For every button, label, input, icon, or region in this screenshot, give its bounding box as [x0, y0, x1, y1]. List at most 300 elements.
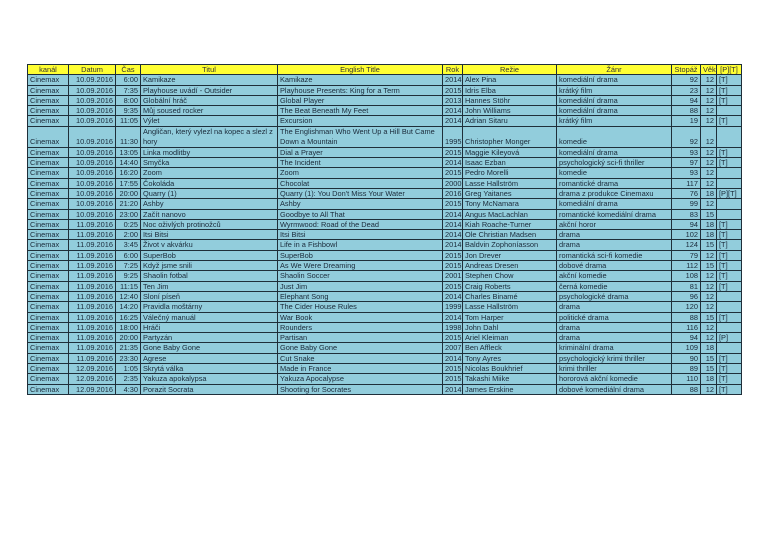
- cell-runtime: 108: [672, 271, 701, 281]
- cell-time: 13:05: [116, 147, 141, 157]
- cell-year: 2014: [443, 312, 463, 322]
- table-row: [28, 271, 742, 281]
- table-row: [28, 126, 742, 147]
- cell-genre: romantické komediální drama: [557, 209, 672, 219]
- cell-director: Stephen Chow: [463, 271, 557, 281]
- table-row: [28, 199, 742, 209]
- cell-flags: [717, 322, 742, 332]
- cell-genre: krimi thriller: [557, 364, 672, 374]
- cell-age-rating: 12: [701, 281, 717, 291]
- cell-genre: komediální drama: [557, 199, 672, 209]
- cell-channel: Cinemax: [28, 374, 69, 384]
- cell-flags: [T]: [717, 374, 742, 384]
- cell-time: 0:25: [116, 219, 141, 229]
- cell-runtime: 81: [672, 281, 701, 291]
- cell-channel: Cinemax: [28, 168, 69, 178]
- cell-date: 10.09.2016: [69, 106, 116, 116]
- cell-director: Tom Harper: [463, 312, 557, 322]
- cell-title: Začít nanovo: [141, 209, 278, 219]
- cell-runtime: 92: [672, 126, 701, 147]
- cell-age-rating: 15: [701, 364, 717, 374]
- cell-time: 11:05: [116, 116, 141, 126]
- cell-year: 2014: [443, 219, 463, 229]
- cell-flags: [T]: [717, 75, 742, 85]
- cell-runtime: 117: [672, 178, 701, 188]
- cell-flags: [T]: [717, 85, 742, 95]
- cell-time: 2:35: [116, 374, 141, 384]
- cell-date: 11.09.2016: [69, 230, 116, 240]
- cell-title: Shaolin fotbal: [141, 271, 278, 281]
- cell-date: 11.09.2016: [69, 312, 116, 322]
- table-row: [28, 230, 742, 240]
- cell-channel: Cinemax: [28, 75, 69, 85]
- cell-runtime: 76: [672, 188, 701, 198]
- cell-year: 1995: [443, 126, 463, 147]
- cell-age-rating: 12: [701, 168, 717, 178]
- column-header-channel: kanál: [28, 65, 69, 75]
- column-header-genre: Žánr: [557, 65, 672, 75]
- cell-age-rating: 15: [701, 209, 717, 219]
- cell-english-title: Excursion: [278, 116, 443, 126]
- table-row: [28, 312, 742, 322]
- cell-time: 23:30: [116, 353, 141, 363]
- cell-time: 2:00: [116, 230, 141, 240]
- cell-title: Pravidla moštárny: [141, 302, 278, 312]
- cell-channel: Cinemax: [28, 322, 69, 332]
- cell-english-title: Yakuza Apocalypse: [278, 374, 443, 384]
- cell-title: Válečný manuál: [141, 312, 278, 322]
- cell-date: 11.09.2016: [69, 219, 116, 229]
- column-header-age-rating: Věk: [701, 65, 717, 75]
- cell-runtime: 94: [672, 95, 701, 105]
- cell-runtime: 120: [672, 302, 701, 312]
- cell-english-title: Elephant Song: [278, 291, 443, 301]
- column-header-runtime: Stopáž: [672, 65, 701, 75]
- cell-date: 10.09.2016: [69, 158, 116, 168]
- cell-director: Baldvin Zophoníasson: [463, 240, 557, 250]
- cell-time: 9:25: [116, 271, 141, 281]
- cell-title: Angličan, který vylezl na kopec a slezl z hory: [141, 126, 278, 147]
- cell-flags: [717, 178, 742, 188]
- cell-english-title: Dial a Prayer: [278, 147, 443, 157]
- cell-channel: Cinemax: [28, 147, 69, 157]
- cell-date: 10.09.2016: [69, 75, 116, 85]
- cell-genre: komedie: [557, 168, 672, 178]
- cell-date: 12.09.2016: [69, 374, 116, 384]
- cell-date: 11.09.2016: [69, 291, 116, 301]
- cell-flags: [P]: [717, 333, 742, 343]
- cell-director: John Dahl: [463, 322, 557, 332]
- cell-date: 12.09.2016: [69, 384, 116, 394]
- table-row: [28, 219, 742, 229]
- cell-date: 10.09.2016: [69, 188, 116, 198]
- cell-year: 2016: [443, 188, 463, 198]
- cell-age-rating: 12: [701, 291, 717, 301]
- cell-genre: dobové drama: [557, 261, 672, 271]
- cell-runtime: 110: [672, 374, 701, 384]
- cell-english-title: The Cider House Rules: [278, 302, 443, 312]
- cell-title: SuperBob: [141, 250, 278, 260]
- cell-time: 11:15: [116, 281, 141, 291]
- cell-date: 11.09.2016: [69, 333, 116, 343]
- cell-title: Čokoláda: [141, 178, 278, 188]
- cell-date: 10.09.2016: [69, 126, 116, 147]
- cell-age-rating: 12: [701, 147, 717, 157]
- cell-title: Výlet: [141, 116, 278, 126]
- cell-time: 20:00: [116, 333, 141, 343]
- cell-date: 10.09.2016: [69, 147, 116, 157]
- cell-channel: Cinemax: [28, 240, 69, 250]
- cell-channel: Cinemax: [28, 188, 69, 198]
- cell-year: 2014: [443, 240, 463, 250]
- cell-director: Lasse Hallström: [463, 302, 557, 312]
- cell-runtime: 88: [672, 384, 701, 394]
- cell-date: 10.09.2016: [69, 95, 116, 105]
- cell-genre: akční horor: [557, 219, 672, 229]
- cell-channel: Cinemax: [28, 219, 69, 229]
- cell-runtime: 19: [672, 116, 701, 126]
- table-row: [28, 261, 742, 271]
- cell-english-title: Made in France: [278, 364, 443, 374]
- cell-director: Nicolas Boukhrief: [463, 364, 557, 374]
- cell-age-rating: 12: [701, 95, 717, 105]
- cell-year: 2014: [443, 106, 463, 116]
- column-header-date: Datum: [69, 65, 116, 75]
- cell-director: Christopher Monger: [463, 126, 557, 147]
- cell-channel: Cinemax: [28, 261, 69, 271]
- table-row: [28, 343, 742, 353]
- cell-year: 1999: [443, 302, 463, 312]
- cell-channel: Cinemax: [28, 302, 69, 312]
- table-row: [28, 178, 742, 188]
- cell-director: Jon Drever: [463, 250, 557, 260]
- cell-date: 11.09.2016: [69, 353, 116, 363]
- cell-director: Angus MacLachlan: [463, 209, 557, 219]
- cell-genre: psychologické drama: [557, 291, 672, 301]
- cell-channel: Cinemax: [28, 106, 69, 116]
- cell-title: Zoom: [141, 168, 278, 178]
- cell-genre: drama z produkce Cinemaxu: [557, 188, 672, 198]
- cell-flags: [717, 106, 742, 116]
- cell-english-title: Quarry (1): You Don't Miss Your Water: [278, 188, 443, 198]
- cell-director: Idris Elba: [463, 85, 557, 95]
- cell-time: 3:45: [116, 240, 141, 250]
- table-row: [28, 322, 742, 332]
- cell-runtime: 102: [672, 230, 701, 240]
- table-row: [28, 374, 742, 384]
- cell-age-rating: 12: [701, 271, 717, 281]
- cell-english-title: Itsi Bitsi: [278, 230, 443, 240]
- cell-english-title: Goodbye to All That: [278, 209, 443, 219]
- cell-flags: [T]: [717, 250, 742, 260]
- cell-year: 1998: [443, 322, 463, 332]
- cell-age-rating: 12: [701, 178, 717, 188]
- table-row: [28, 188, 742, 198]
- cell-title: Kamikaze: [141, 75, 278, 85]
- cell-time: 16:20: [116, 168, 141, 178]
- cell-english-title: Kamikaze: [278, 75, 443, 85]
- cell-time: 6:00: [116, 250, 141, 260]
- cell-flags: [T]: [717, 384, 742, 394]
- cell-time: 11:30: [116, 126, 141, 147]
- cell-title: Život v akvárku: [141, 240, 278, 250]
- cell-genre: psychologický sci-fi thriller: [557, 158, 672, 168]
- cell-date: 10.09.2016: [69, 199, 116, 209]
- table-row: [28, 147, 742, 157]
- cell-genre: komediální drama: [557, 106, 672, 116]
- cell-genre: drama: [557, 302, 672, 312]
- cell-year: 2015: [443, 333, 463, 343]
- table-row: [28, 95, 742, 105]
- cell-date: 11.09.2016: [69, 250, 116, 260]
- cell-runtime: 93: [672, 147, 701, 157]
- cell-year: 2014: [443, 116, 463, 126]
- cell-time: 23:00: [116, 209, 141, 219]
- cell-director: Alex Pina: [463, 75, 557, 85]
- cell-time: 14:40: [116, 158, 141, 168]
- cell-date: 10.09.2016: [69, 178, 116, 188]
- cell-year: 2014: [443, 384, 463, 394]
- cell-date: 10.09.2016: [69, 116, 116, 126]
- cell-genre: krátký film: [557, 116, 672, 126]
- cell-age-rating: 12: [701, 75, 717, 85]
- cell-runtime: 99: [672, 199, 701, 209]
- table-row: [28, 281, 742, 291]
- cell-genre: komedie: [557, 126, 672, 147]
- cell-flags: [T]: [717, 230, 742, 240]
- cell-channel: Cinemax: [28, 333, 69, 343]
- table-row: [28, 291, 742, 301]
- cell-time: 12:40: [116, 291, 141, 301]
- cell-age-rating: 18: [701, 374, 717, 384]
- cell-english-title: Global Player: [278, 95, 443, 105]
- cell-flags: [717, 126, 742, 147]
- cell-runtime: 124: [672, 240, 701, 250]
- cell-english-title: The Incident: [278, 158, 443, 168]
- cell-flags: [717, 168, 742, 178]
- cell-flags: [T]: [717, 312, 742, 322]
- cell-age-rating: 12: [701, 302, 717, 312]
- cell-time: 21:35: [116, 343, 141, 353]
- cell-title: Můj soused rocker: [141, 106, 278, 116]
- cell-director: Isaac Ezban: [463, 158, 557, 168]
- table-row: [28, 85, 742, 95]
- cell-date: 11.09.2016: [69, 261, 116, 271]
- column-header-year: Rok: [443, 65, 463, 75]
- cell-title: Noc oživlých protinožců: [141, 219, 278, 229]
- cell-time: 8:00: [116, 95, 141, 105]
- cell-channel: Cinemax: [28, 95, 69, 105]
- cell-year: 2014: [443, 158, 463, 168]
- cell-year: 2007: [443, 343, 463, 353]
- cell-date: 11.09.2016: [69, 240, 116, 250]
- cell-director: Charles Binamé: [463, 291, 557, 301]
- cell-age-rating: 12: [701, 333, 717, 343]
- cell-age-rating: 12: [701, 116, 717, 126]
- cell-channel: Cinemax: [28, 343, 69, 353]
- cell-flags: [T]: [717, 271, 742, 281]
- cell-flags: [717, 291, 742, 301]
- cell-flags: [T]: [717, 281, 742, 291]
- cell-time: 4:30: [116, 384, 141, 394]
- cell-flags: [717, 199, 742, 209]
- cell-time: 18:00: [116, 322, 141, 332]
- cell-genre: komediální drama: [557, 75, 672, 85]
- cell-channel: Cinemax: [28, 291, 69, 301]
- cell-age-rating: 12: [701, 106, 717, 116]
- cell-flags: [717, 302, 742, 312]
- cell-title: Ashby: [141, 199, 278, 209]
- cell-title: Sloní píseň: [141, 291, 278, 301]
- cell-channel: Cinemax: [28, 271, 69, 281]
- cell-flags: [T]: [717, 95, 742, 105]
- cell-genre: komediální drama: [557, 95, 672, 105]
- cell-director: Andreas Dresen: [463, 261, 557, 271]
- cell-date: 11.09.2016: [69, 281, 116, 291]
- cell-time: 6:00: [116, 75, 141, 85]
- cell-year: 2014: [443, 230, 463, 240]
- cell-title: Quarry (1): [141, 188, 278, 198]
- cell-runtime: 97: [672, 158, 701, 168]
- cell-channel: Cinemax: [28, 126, 69, 147]
- cell-flags: [T]: [717, 147, 742, 157]
- table-row: [28, 364, 742, 374]
- cell-director: Lasse Hallström: [463, 178, 557, 188]
- table-row: [28, 333, 742, 343]
- cell-date: 11.09.2016: [69, 271, 116, 281]
- cell-english-title: Ashby: [278, 199, 443, 209]
- cell-flags: [T]: [717, 261, 742, 271]
- cell-year: 2015: [443, 261, 463, 271]
- cell-director: Craig Roberts: [463, 281, 557, 291]
- cell-english-title: Life in a Fishbowl: [278, 240, 443, 250]
- cell-year: 2000: [443, 178, 463, 188]
- cell-time: 7:25: [116, 261, 141, 271]
- cell-age-rating: 12: [701, 158, 717, 168]
- table-row: [28, 158, 742, 168]
- cell-channel: Cinemax: [28, 364, 69, 374]
- cell-runtime: 116: [672, 322, 701, 332]
- cell-channel: Cinemax: [28, 230, 69, 240]
- cell-director: Takashi Miike: [463, 374, 557, 384]
- table-row: [28, 106, 742, 116]
- cell-runtime: 93: [672, 168, 701, 178]
- header-row: [28, 65, 742, 75]
- cell-director: Greg Yaitanes: [463, 188, 557, 198]
- cell-title: Porazit Socrata: [141, 384, 278, 394]
- cell-runtime: 23: [672, 85, 701, 95]
- cell-age-rating: 12: [701, 199, 717, 209]
- table-row: [28, 353, 742, 363]
- cell-title: Globální hráč: [141, 95, 278, 105]
- cell-flags: [717, 343, 742, 353]
- cell-channel: Cinemax: [28, 199, 69, 209]
- cell-director: Ben Affleck: [463, 343, 557, 353]
- cell-english-title: Partisan: [278, 333, 443, 343]
- cell-channel: Cinemax: [28, 384, 69, 394]
- cell-channel: Cinemax: [28, 312, 69, 322]
- column-header-title: Titul: [141, 65, 278, 75]
- cell-time: 16:25: [116, 312, 141, 322]
- cell-flags: [T]: [717, 158, 742, 168]
- cell-year: 2014: [443, 209, 463, 219]
- cell-english-title: Wyrmwood: Road of the Dead: [278, 219, 443, 229]
- cell-title: Agrese: [141, 353, 278, 363]
- cell-director: Kiah Roache-Turner: [463, 219, 557, 229]
- cell-age-rating: 18: [701, 188, 717, 198]
- cell-age-rating: 15: [701, 312, 717, 322]
- cell-age-rating: 12: [701, 250, 717, 260]
- cell-channel: Cinemax: [28, 250, 69, 260]
- cell-title: Skrytá válka: [141, 364, 278, 374]
- cell-director: Hannes Stöhr: [463, 95, 557, 105]
- cell-flags: [T]: [717, 116, 742, 126]
- cell-director: John Williams: [463, 106, 557, 116]
- cell-runtime: 94: [672, 219, 701, 229]
- cell-channel: Cinemax: [28, 209, 69, 219]
- cell-runtime: 88: [672, 312, 701, 322]
- cell-channel: Cinemax: [28, 116, 69, 126]
- cell-english-title: Chocolat: [278, 178, 443, 188]
- cell-title: Linka modlitby: [141, 147, 278, 157]
- cell-genre: černá komedie: [557, 281, 672, 291]
- cell-title: Hráči: [141, 322, 278, 332]
- cell-director: Ole Christian Madsen: [463, 230, 557, 240]
- cell-english-title: Playhouse Presents: King for a Term: [278, 85, 443, 95]
- cell-runtime: 83: [672, 209, 701, 219]
- cell-runtime: 89: [672, 364, 701, 374]
- cell-genre: drama: [557, 230, 672, 240]
- cell-runtime: 94: [672, 333, 701, 343]
- cell-runtime: 90: [672, 353, 701, 363]
- cell-channel: Cinemax: [28, 158, 69, 168]
- cell-channel: Cinemax: [28, 353, 69, 363]
- cell-date: 10.09.2016: [69, 209, 116, 219]
- cell-time: 17:55: [116, 178, 141, 188]
- cell-date: 10.09.2016: [69, 168, 116, 178]
- cell-director: Tony McNamara: [463, 199, 557, 209]
- cell-flags: [T]: [717, 240, 742, 250]
- cell-director: Tony Ayres: [463, 353, 557, 363]
- cell-age-rating: 12: [701, 384, 717, 394]
- table-row: [28, 240, 742, 250]
- cell-runtime: 109: [672, 343, 701, 353]
- cell-year: 2015: [443, 374, 463, 384]
- table-row: [28, 209, 742, 219]
- cell-date: 10.09.2016: [69, 85, 116, 95]
- cell-english-title: SuperBob: [278, 250, 443, 260]
- cell-director: James Erskine: [463, 384, 557, 394]
- cell-age-rating: 12: [701, 322, 717, 332]
- table-row: [28, 116, 742, 126]
- cell-year: 2014: [443, 353, 463, 363]
- cell-age-rating: 18: [701, 343, 717, 353]
- cell-year: 2015: [443, 168, 463, 178]
- cell-year: 2015: [443, 147, 463, 157]
- table-row: [28, 250, 742, 260]
- cell-title: Itsi Bitsi: [141, 230, 278, 240]
- cell-time: 9:35: [116, 106, 141, 116]
- cell-age-rating: 12: [701, 126, 717, 147]
- cell-english-title: Just Jim: [278, 281, 443, 291]
- cell-age-rating: 15: [701, 240, 717, 250]
- cell-year: 2015: [443, 281, 463, 291]
- cell-age-rating: 18: [701, 230, 717, 240]
- cell-year: 2001: [443, 271, 463, 281]
- cell-age-rating: 12: [701, 85, 717, 95]
- cell-channel: Cinemax: [28, 85, 69, 95]
- cell-date: 12.09.2016: [69, 364, 116, 374]
